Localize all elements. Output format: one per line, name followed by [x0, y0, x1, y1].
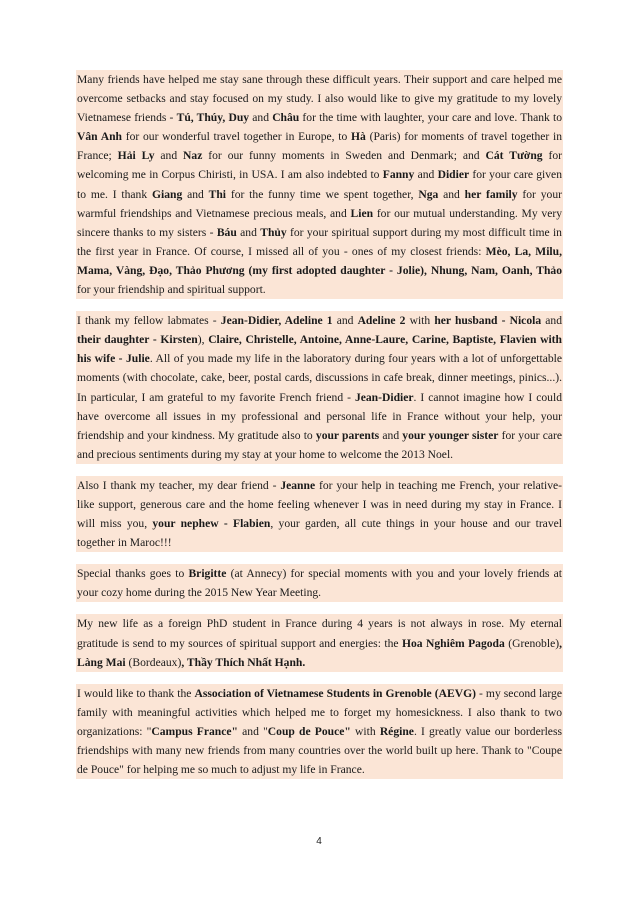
- text-run: Also I thank my teacher, my dear friend -: [77, 478, 281, 492]
- text-run: (Grenoble): [504, 636, 560, 650]
- text-run: for our mutual understanding. My very sincere thanks to my sisters -: [77, 206, 562, 239]
- text-run: for your care and precious sentiments during my stay at your home to welcome the 2013 Noel.: [77, 428, 563, 461]
- text-run: and: [414, 168, 438, 182]
- bold-text-run: Châu: [272, 111, 300, 125]
- text-run: for your friendship and spiritual support.: [77, 283, 266, 297]
- text-run: and: [236, 225, 261, 239]
- bold-text-run: Lien: [350, 206, 374, 220]
- bold-text-run: her family: [464, 187, 518, 201]
- text-run: (at Annecy) for special moments with you and your lovely friends at your cozy home during the 2015 New Year Meeting.: [77, 567, 562, 600]
- bold-text-run: Adeline 2: [357, 314, 406, 328]
- paragraph-spiritual-support: [76, 614, 563, 671]
- text-run: (Bordeaux): [125, 655, 182, 669]
- text-run: I thank my fellow labmates -: [77, 314, 221, 328]
- text-run: . I greatly value our borderless friendships with many new friends from many countries over the world built up here. Thank to "Coupe de Pouce" for helping me so much to adjust my life in France.: [77, 724, 562, 777]
- bold-text-run: Giang: [151, 187, 183, 201]
- text-run: - my second large family with meaningful activities which helped me to forget my homesickness. I also thank to two organizations: ": [77, 686, 562, 738]
- text-run: and: [182, 187, 209, 201]
- text-run: and: [379, 428, 403, 442]
- text-run: ),: [197, 333, 209, 347]
- bold-text-run: Báu: [216, 225, 237, 239]
- paragraph-associations: [76, 684, 563, 779]
- bold-text-run: Régine: [379, 724, 414, 738]
- text-run: Special thanks goes to: [77, 567, 189, 581]
- bold-text-run: your parents: [315, 428, 380, 442]
- text-run: . I cannot imagine how I could have overcome all issues in my professional and personal life in France without your help, your friendship and your kindness. My gratitude also to: [77, 390, 562, 442]
- bold-text-run: Fanny: [382, 168, 415, 182]
- bold-text-run: your younger sister: [402, 428, 499, 442]
- bold-text-run: Brigitte: [188, 567, 227, 581]
- bold-text-run: Jean-Didier: [354, 390, 414, 404]
- bold-text-run: , Làng Mai: [77, 636, 562, 669]
- text-run: . All of you made my life in the laboratory during four years with a lot of unforgettable moments (with chocolate, cake, beer, postal cards, discussions in cafe break, dinner meetings, pinics...). In particular, I am grateful to my favorite French friend -: [77, 352, 562, 404]
- paragraph-brigitte: [76, 564, 563, 602]
- bold-text-run: Vân Anh: [77, 130, 122, 144]
- bold-text-run: Naz: [183, 149, 203, 163]
- bold-text-run: her husband - Nicola: [434, 314, 542, 328]
- text-run: for your care given to me. I thank: [77, 168, 562, 201]
- bold-text-run: Coup de Pouce": [267, 724, 351, 738]
- bold-text-run: Nga: [418, 187, 439, 201]
- bold-text-run: Jeanne: [280, 478, 316, 492]
- bold-text-run: Thi: [208, 187, 227, 201]
- bold-text-run: Hải Ly: [117, 149, 155, 163]
- text-run: with: [350, 724, 380, 738]
- text-run: Many friends have helped me stay sane through these difficult years. Their support and care helped me overcome setbacks and stay focused on my study. I also would like to give my gratitude to my lovely Vietnamese friends -: [77, 73, 562, 125]
- bold-text-run: Association of Vietnamese Students in Grenoble (AEVG): [194, 686, 476, 700]
- text-run: with: [405, 314, 435, 328]
- text-run: and ": [237, 724, 268, 738]
- text-run: I would like to thank the: [77, 686, 195, 700]
- bold-text-run: your nephew - Flabien: [152, 517, 271, 531]
- text-run: and: [438, 187, 465, 201]
- bold-text-run: Claire, Christelle, Antoine, Anne-Laure, Carine, Baptiste, Flavien with his wife - Julie: [77, 333, 562, 366]
- text-run: for our funny moments in Sweden and Denmark; and: [202, 149, 486, 163]
- text-run: My new life as a foreign PhD student in France during 4 years is not always in rose. My eternal gratitude is send to my sources of spiritual support and energies: the: [77, 617, 562, 650]
- bold-text-run: their daughter - Kirsten: [77, 333, 198, 347]
- text-run: and: [249, 111, 273, 125]
- bold-text-run: Didier: [437, 168, 470, 182]
- paragraph-labmates: [76, 311, 563, 464]
- bold-text-run: Mèo, La, Milu, Mama, Vàng, Đạo, Thảo Phương (my first adopted daughter - Jolie), Nhung, Nam, Oanh, Thảo: [77, 244, 562, 277]
- text-run: and: [154, 149, 184, 163]
- text-run: (Paris) for moments of travel together in France;: [77, 130, 562, 163]
- text-run: for your help in teaching me French, your relative-like support, generous care and the home feeling whenever I was in need during my stay in France. I will miss you,: [77, 478, 562, 531]
- text-run: and: [541, 314, 562, 328]
- bold-text-run: Campus France": [151, 724, 238, 738]
- bold-text-run: Cát Tường: [485, 149, 543, 163]
- bold-text-run: Thủy: [260, 225, 287, 239]
- text-run: for the funny time we spent together,: [226, 187, 419, 201]
- text-run: , your garden, all cute things in your house and our travel together in Maroc!!!: [77, 517, 562, 550]
- bold-text-run: Tú, Thúy, Duy: [176, 111, 250, 125]
- text-run: for your spiritual support during my most difficult time in the first year in France. Of course, I missed all of you - ones of my closest friends:: [77, 225, 562, 258]
- bold-text-run: Hà: [351, 130, 366, 144]
- text-run: for your warmful friendships and Vietnamese precious meals, and: [77, 187, 562, 220]
- document-body: [76, 70, 563, 791]
- bold-text-run: Hoa Nghiêm Pagoda: [401, 636, 505, 650]
- paragraph-teacher: [76, 476, 563, 552]
- bold-text-run: Jean-Didier, Adeline 1: [220, 314, 333, 328]
- text-run: for welcoming me in Corpus Chiristi, in USA. I am also indebted to: [77, 149, 562, 182]
- bold-text-run: , Thầy Thích Nhất Hạnh.: [181, 655, 306, 669]
- page-number: 4: [316, 836, 322, 847]
- paragraph-friends: [76, 70, 563, 299]
- text-run: for our wonderful travel together in Europe, to: [121, 130, 352, 144]
- text-run: and: [332, 314, 358, 328]
- text-run: for the time with laughter, your care and love. Thank to: [299, 111, 563, 125]
